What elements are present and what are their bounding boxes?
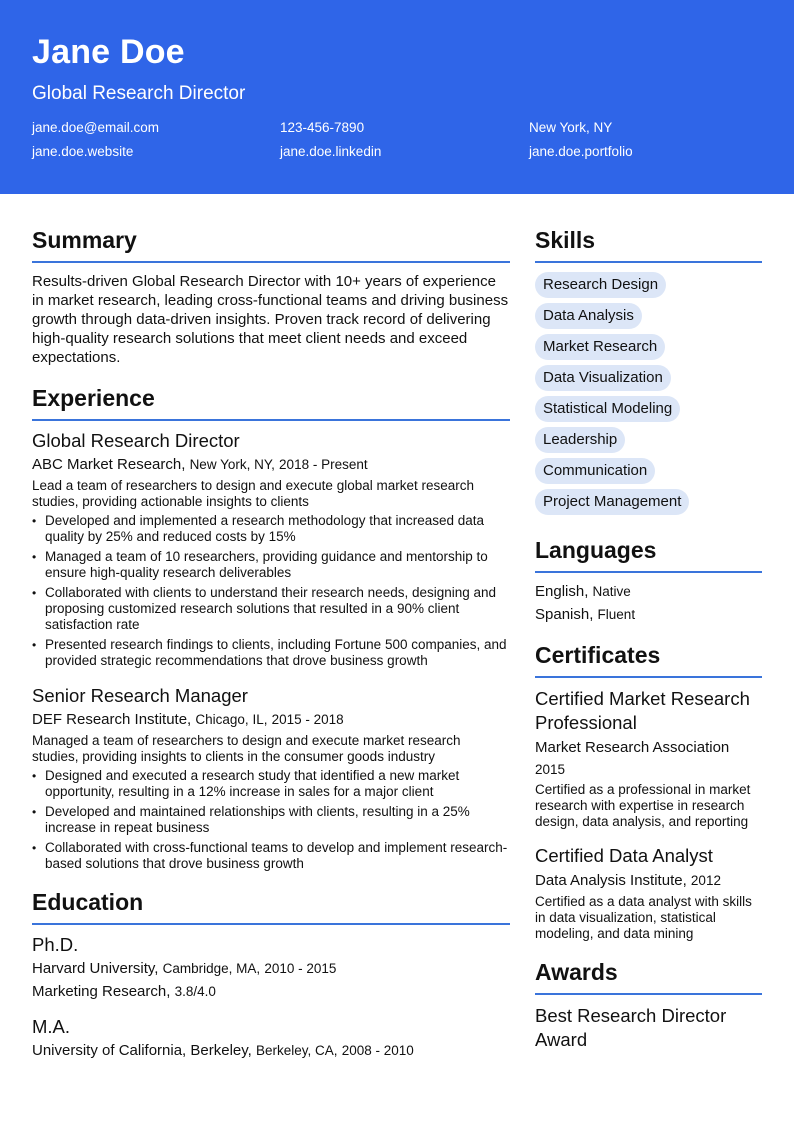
job-bullets [32, 768, 510, 872]
job-bullet: • Designed and executed a research study that identified a new market opportunity, resulting in a 12% increase in sales for a major client [32, 768, 510, 800]
section-title-certificates: Certificates [535, 641, 762, 678]
experience-section [32, 384, 510, 872]
language-name: English, [535, 583, 589, 600]
edu-location: Cambridge, MA, [162, 961, 261, 976]
certificate-org: Data Analysis Institute, [535, 872, 687, 889]
language-level: Native [592, 584, 631, 599]
job-dates: 2018 - Present [279, 457, 368, 472]
job-location: New York, NY, [189, 457, 275, 472]
edu-dates: 2008 - 2010 [341, 1043, 414, 1058]
right-column [535, 194, 762, 1052]
candidate-title: Global Research Director [32, 83, 246, 104]
job-bullet: • Presented research findings to clients, including Fortune 500 companies, and provided strategic recommendations that drove business growth [32, 637, 510, 669]
section-title-education: Education [32, 888, 510, 925]
certificate-org: Market Research Association [535, 739, 730, 756]
job-entry [32, 685, 510, 872]
job-description: Lead a team of researchers to design and execute global market research studies, providing actionable insights to clients [32, 478, 475, 509]
job-title: Senior Research Manager [32, 685, 248, 706]
job-title: Global Research Director [32, 430, 240, 451]
section-title-summary: Summary [32, 226, 510, 263]
job-bullet: • Developed and maintained relationships with clients, resulting in a 25% increase in repeat business [32, 804, 510, 836]
edu-field-line [32, 982, 510, 1002]
job-bullet: • Collaborated with cross-functional teams to develop and implement research-based solutions that drove business growth [32, 840, 510, 872]
contact-info [32, 120, 762, 160]
contact-linkedin[interactable]: jane.doe.linkedin [280, 144, 382, 159]
section-title-languages: Languages [535, 536, 762, 573]
award-title: Best Research Director Award [535, 1005, 727, 1050]
certificate-year: 2015 [535, 762, 566, 777]
skill-chip: Leadership [535, 427, 625, 453]
contact-portfolio[interactable]: jane.doe.portfolio [529, 144, 633, 159]
edu-location: Berkeley, CA, [255, 1043, 338, 1058]
language-item [535, 605, 762, 625]
job-bullets [32, 513, 510, 669]
section-title-skills: Skills [535, 226, 762, 263]
certificate-year: 2012 [690, 873, 721, 888]
section-title-experience: Experience [32, 384, 510, 421]
candidate-name: Jane Doe [32, 33, 185, 71]
job-meta [32, 455, 510, 475]
skill-list [535, 272, 762, 520]
job-company: DEF Research Institute, [32, 711, 192, 728]
job-dates: 2015 - 2018 [271, 712, 344, 727]
skill-chip: Market Research [535, 334, 665, 360]
job-company: ABC Market Research, [32, 456, 186, 473]
skill-chip: Communication [535, 458, 655, 484]
edu-field: Marketing Research, [32, 983, 171, 1000]
contact-website[interactable]: jane.doe.website [32, 144, 134, 159]
contact-phone[interactable]: 123-456-7890 [280, 120, 365, 135]
education-entry [32, 934, 510, 1002]
edu-school: Harvard University, [32, 960, 159, 977]
edu-dates: 2010 - 2015 [264, 961, 337, 976]
certificate-description: Certified as a professional in market research with expertise in research design, data analysis, and reporting [535, 782, 751, 829]
edu-school-line [32, 1041, 510, 1061]
awards-section [535, 958, 762, 1052]
certificate-entry [535, 687, 762, 830]
edu-degree: M.A. [32, 1016, 71, 1037]
contact-email[interactable]: jane.doe@email.com [32, 120, 160, 135]
language-item [535, 582, 762, 602]
language-name: Spanish, [535, 606, 594, 623]
certificate-title: Certified Market Research Professional [535, 688, 750, 733]
certificate-description: Certified as a data analyst with skills in data visualization, statistical modeling, and data mining [535, 894, 752, 941]
job-meta [32, 710, 510, 730]
skills-section [535, 226, 762, 520]
job-entry [32, 430, 510, 669]
edu-degree: Ph.D. [32, 934, 79, 955]
job-bullet: • Developed and implemented a research methodology that increased data quality by 25% and reduced costs by 15% [32, 513, 510, 545]
language-level: Fluent [597, 607, 636, 622]
languages-section [535, 536, 762, 625]
summary-text: Results-driven Global Research Director with 10+ years of experience in market research, leading cross-functional teams and driving business growth through data-driven insights. Proven track record of delivering high-quality research solutions that meet client needs and exceed expectations. [32, 273, 509, 366]
certificate-org-line [535, 871, 762, 891]
skill-chip: Statistical Modeling [535, 396, 680, 422]
certificate-entry [535, 844, 762, 942]
certificates-section [535, 641, 762, 942]
job-bullet: • Collaborated with clients to understand their research needs, designing and proposing customized research solutions that resulted in a 90% client satisfaction rate [32, 585, 510, 633]
skill-chip: Research Design [535, 272, 666, 298]
job-bullet: • Managed a team of 10 researchers, providing guidance and mentorship to ensure high-quality research deliverables [32, 549, 510, 581]
skill-chip: Data Analysis [535, 303, 642, 329]
skill-chip: Data Visualization [535, 365, 671, 391]
job-description: Managed a team of researchers to design and execute market research studies, providing insights to clients in the consumer goods industry [32, 733, 461, 764]
education-entry [32, 1016, 510, 1061]
education-section [32, 888, 510, 1061]
certificate-title: Certified Data Analyst [535, 845, 713, 866]
summary-section [32, 226, 510, 367]
contact-location: New York, NY [529, 120, 613, 135]
section-title-awards: Awards [535, 958, 762, 995]
edu-school-line [32, 959, 510, 979]
edu-gpa: 3.8/4.0 [174, 984, 216, 999]
edu-school: University of California, Berkeley, [32, 1042, 252, 1059]
resume-header [0, 0, 794, 194]
job-location: Chicago, IL, [195, 712, 268, 727]
skill-chip: Project Management [535, 489, 689, 515]
left-column [32, 194, 510, 1061]
